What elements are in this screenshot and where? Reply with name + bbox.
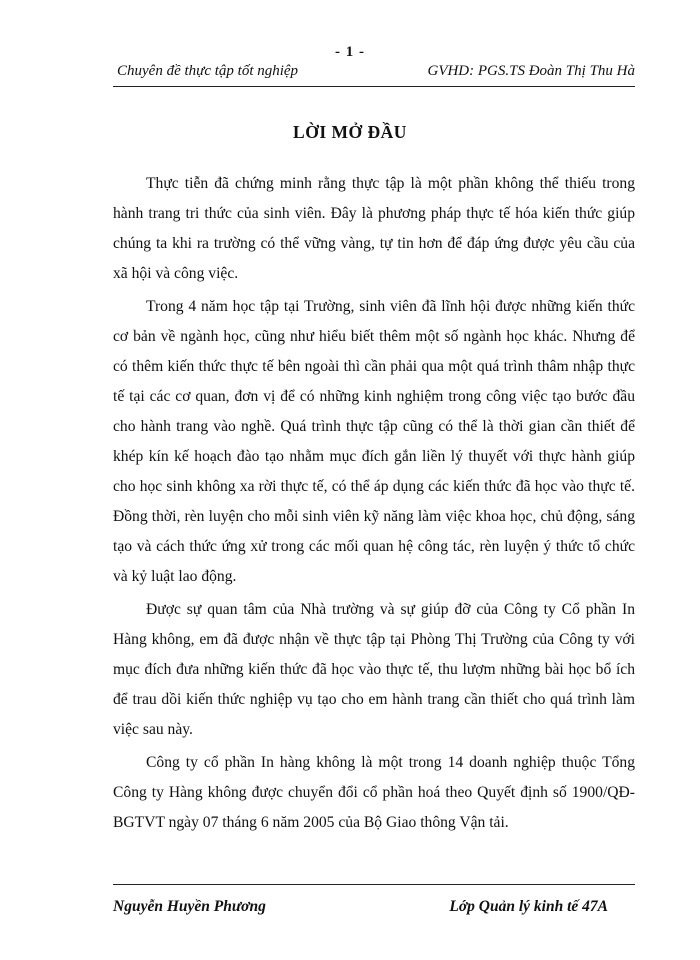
header-advisor: GVHD: PGS.TS Đoàn Thị Thu Hà [427,63,635,79]
header-divider [113,86,635,87]
paragraph-3: Được sự quan tâm của Nhà trường và sự giúp đỡ của Công ty Cổ phần In Hàng không, em đã được nhận về thực tập tại Phòng Thị Trường của Công ty với mục đích đưa những kiến thức đã học vào thực tế, thu lượm những bài học bổ ích để trau dồi kiến thức nghiệp vụ tạo cho em hành trang cần thiết cho quá trình làm việc sau này. [113,601,635,738]
paragraph-4: Công ty cổ phần In hàng không là một trong 14 doanh nghiệp thuộc Tổng Công ty Hàng không được chuyển đổi cổ phần hoá theo Quyết định số 1900/QĐ-BGTVT ngày 07 tháng 6 năm 2005 của Bộ Giao thông Vận tải. [113,754,635,831]
footer-class: Lớp Quản lý kinh tế 47A [449,898,608,915]
section-title: LỜI MỞ ĐẦU [293,122,407,142]
page-footer [113,898,635,920]
paragraph-2: Trong 4 năm học tập tại Trường, sinh viên đã lĩnh hội được những kiến thức cơ bản về ngành học, cũng như hiểu biết thêm một số ngành học khác. Nhưng để có thêm kiến thức thực tế bên ngoài thì cần phải qua một quá trình thâm nhập thực tế tại các cơ quan, đơn vị để có những kinh nghiệm trong công việc tạo bước đầu cho hành trang vào nghề. Quá trình thực tập cũng có thể là thời gian cần thiết để khép kín kế hoạch đào tạo nhằm mục đích gắn liền lý thuyết với thực hành giúp cho học sinh không xa rời thực tế, có thể áp dụng các kiến thức đã học vào thực tế. Đồng thời, rèn luyện cho mỗi sinh viên kỹ năng làm việc khoa học, chủ động, sáng tạo và cách thức ứng xử trong các mối quan hệ công tác, rèn luyện ý thức tổ chức và kỷ luật lao động. [113,298,635,585]
footer-divider [113,884,635,885]
footer-author: Nguyễn Huyền Phương [113,898,266,915]
page-header [113,63,635,85]
paragraph-1: Thực tiễn đã chứng minh rằng thực tập là một phần không thể thiếu trong hành trang tri thức của sinh viên. Đây là phương pháp thực tế hóa kiến thức giúp chúng ta khi ra trường có thể vững vàng, tự tin hơn để đáp ứng được yêu cầu của xã hội và công việc. [113,175,635,282]
header-report-title: Chuyên đề thực tập tốt nghiệp [117,63,299,79]
page-number: - 1 - [335,44,365,60]
document-body [113,169,635,841]
